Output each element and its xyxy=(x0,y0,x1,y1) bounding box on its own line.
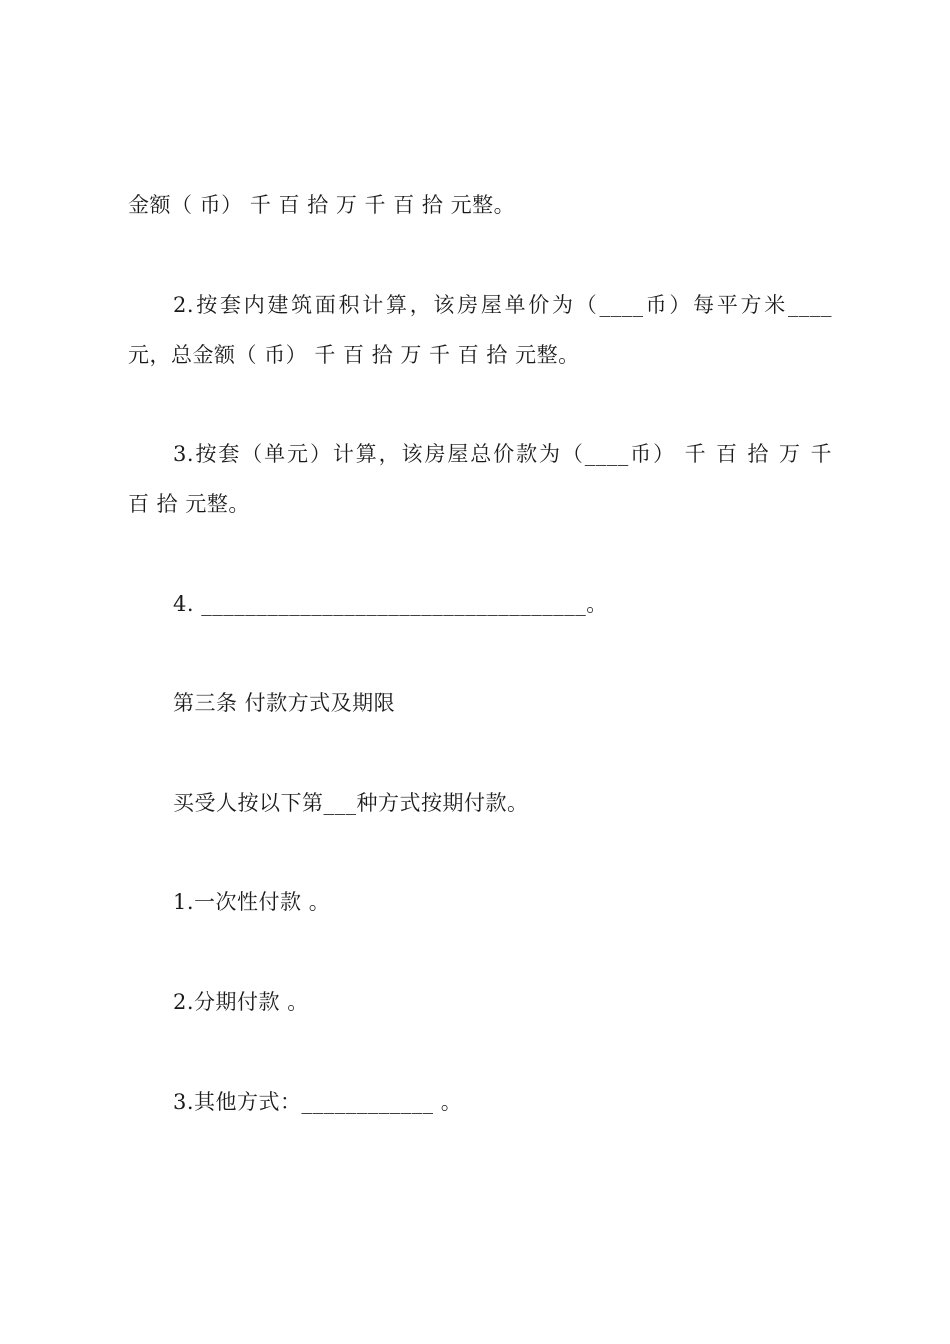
text-line-item-2: 2.按套内建筑面积计算，该房屋单价为（____币）每平方米____ xyxy=(173,293,832,317)
text-line-payment-3: 3.其他方式：____________ 。 xyxy=(173,1090,463,1114)
text-line-item-3: 3.按套（单元）计算，该房屋总价款为（____币） 千 百 拾 万 千 xyxy=(173,442,832,466)
text-line-item-4: 4. ___________________________________。 xyxy=(173,592,608,616)
text-line-item-2-cont: 元，总金额（ 币） 千 百 拾 万 千 百 拾 元整。 xyxy=(128,343,580,367)
section-heading-article-3: 第三条 付款方式及期限 xyxy=(173,691,396,715)
text-line-payment-2: 2.分期付款 。 xyxy=(173,990,309,1014)
text-line-payment-1: 1.一次性付款 。 xyxy=(173,890,331,914)
text-line-item-3-cont: 百 拾 元整。 xyxy=(128,492,250,516)
text-line-payment-choice: 买受人按以下第___种方式按期付款。 xyxy=(173,791,529,815)
text-line-amount: 金额（ 币） 千 百 拾 万 千 百 拾 元整。 xyxy=(128,193,516,217)
